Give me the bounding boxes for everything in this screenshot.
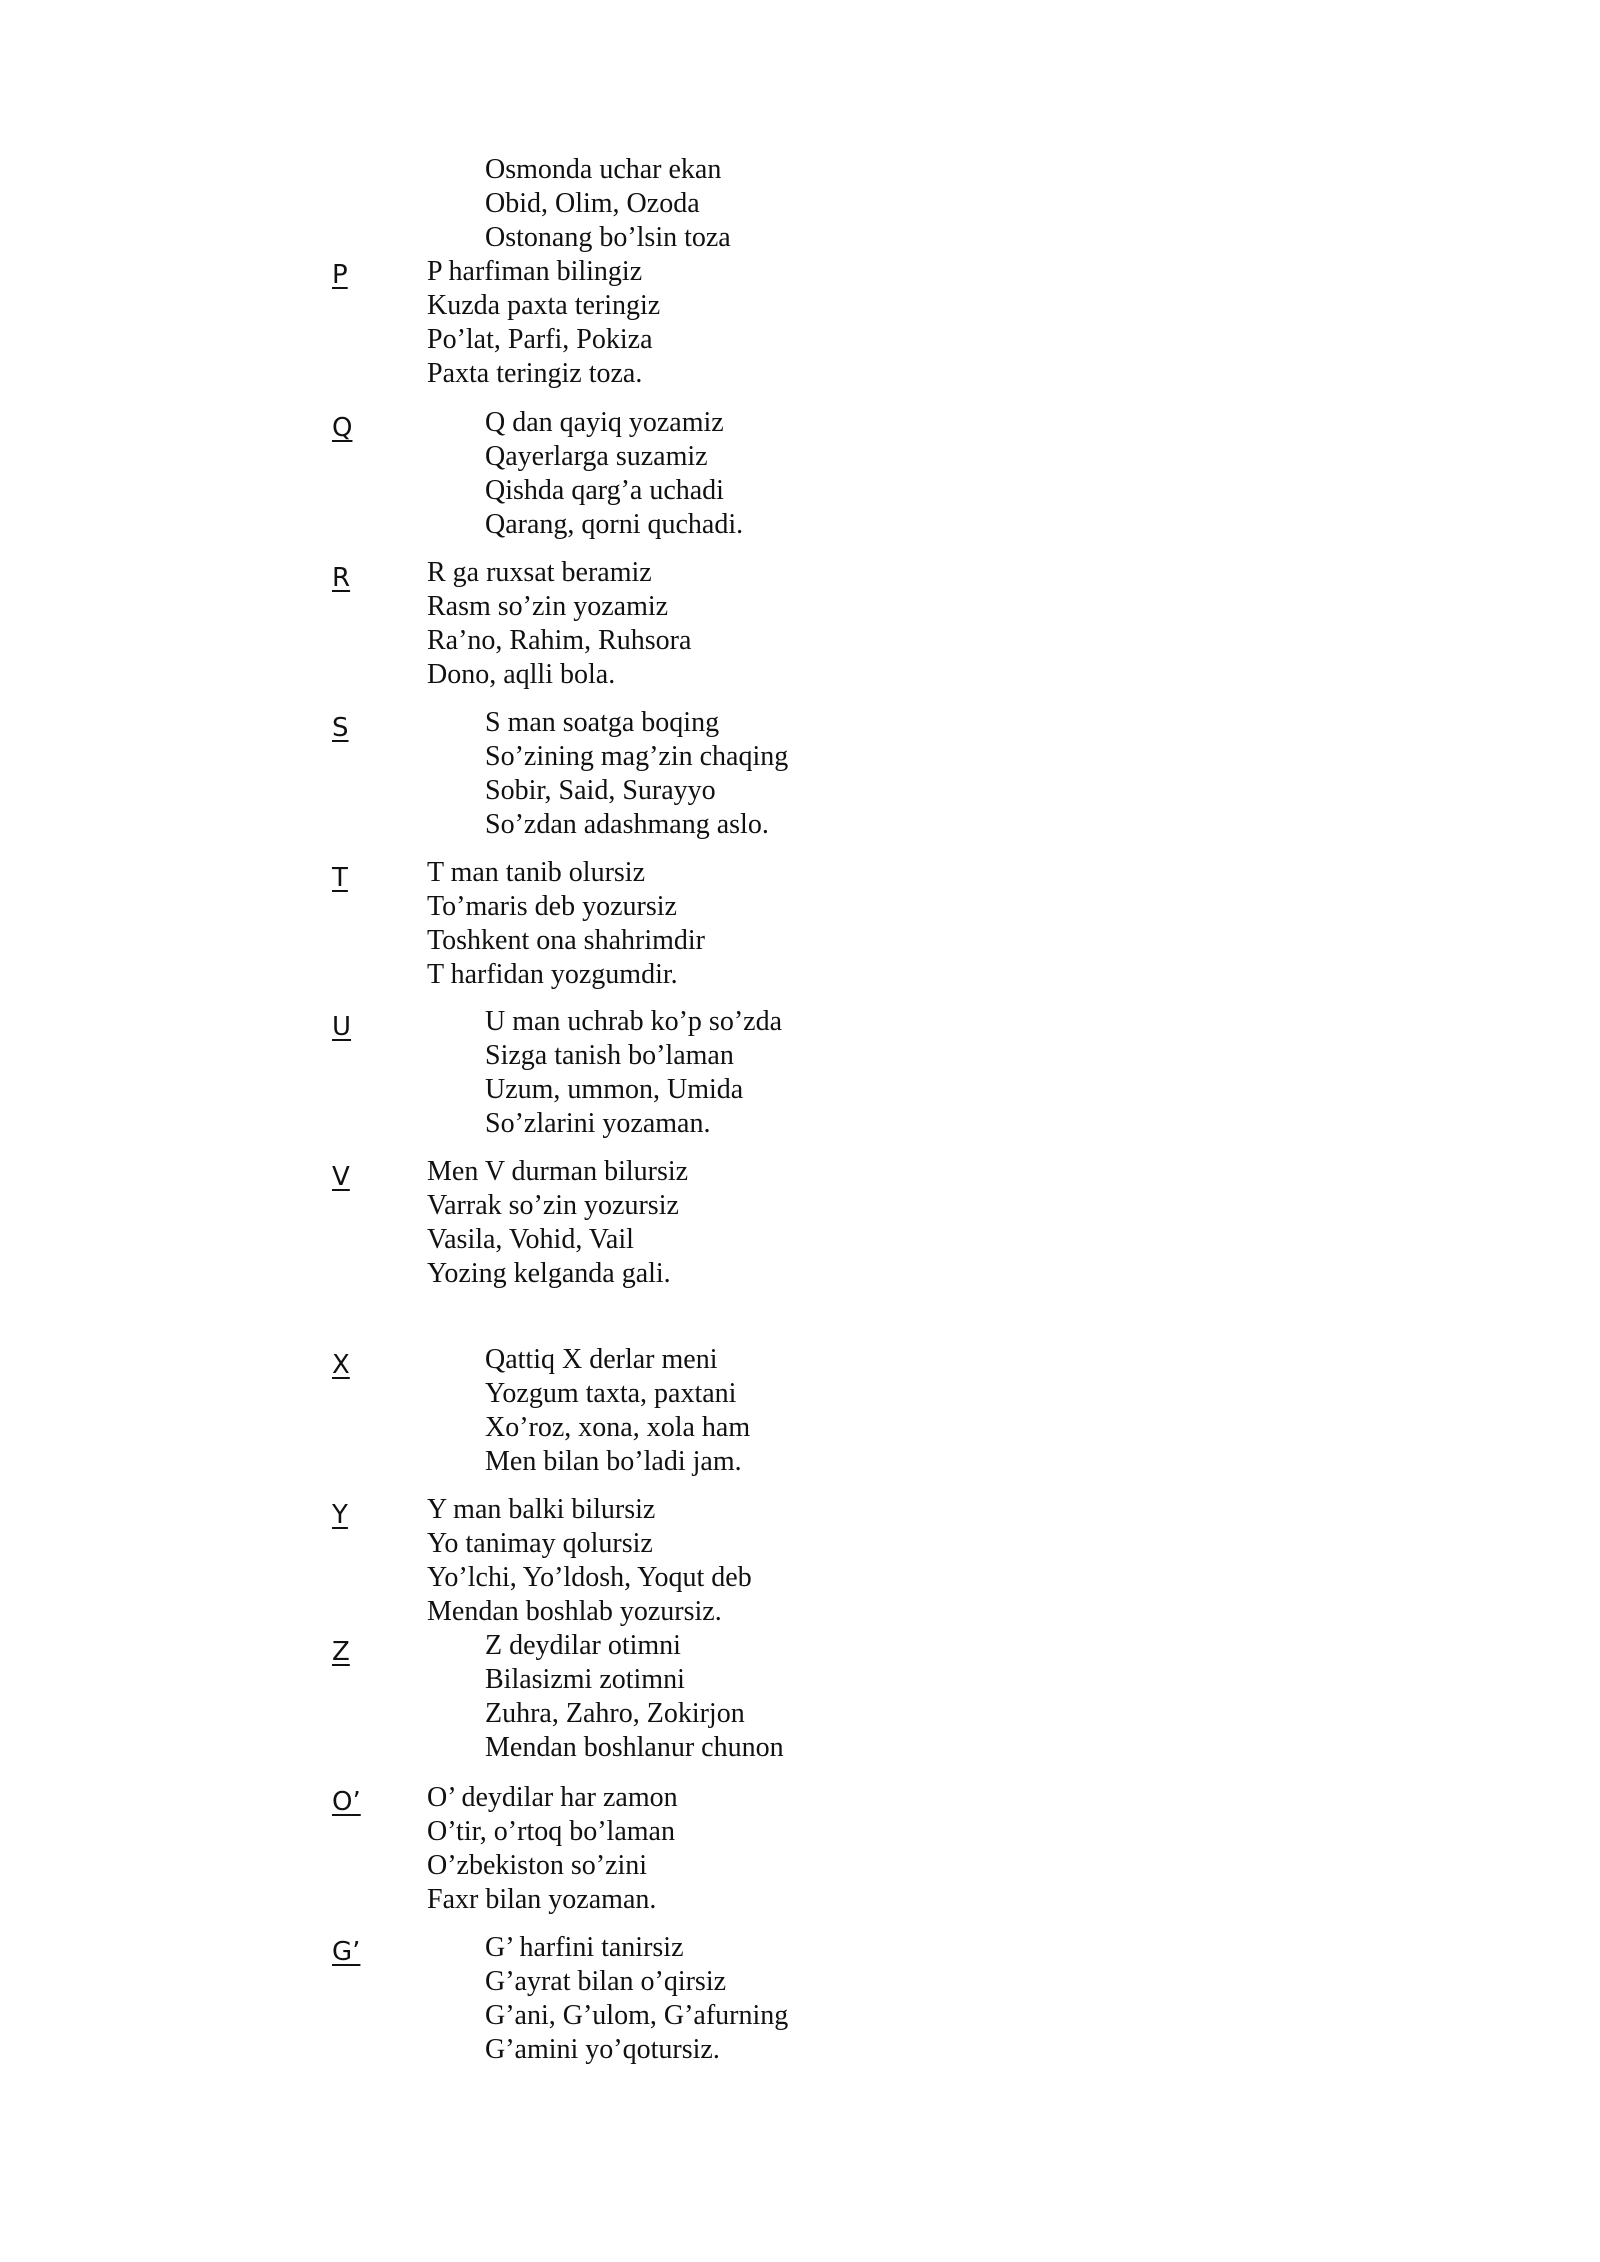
poem-line: R ga ruxsat beramiz bbox=[427, 557, 652, 588]
poem-line: So’zdan adashmang aslo. bbox=[485, 809, 769, 840]
poem-line: Bilasizmi zotimni bbox=[485, 1664, 685, 1695]
letter-heading: Q bbox=[332, 413, 353, 443]
poem-line: Yo tanimay qolursiz bbox=[427, 1528, 653, 1559]
poem-line: So’zlarini yozaman. bbox=[485, 1108, 711, 1139]
poem-line: Vasila, Vohid, Vail bbox=[427, 1224, 634, 1255]
poem-line: Qishda qarg’a uchadi bbox=[485, 475, 724, 506]
poem-line: Osmonda uchar ekan bbox=[485, 154, 722, 185]
letter-heading: V bbox=[332, 1162, 350, 1192]
poem-line: Y man balki bilursiz bbox=[427, 1494, 656, 1525]
poem-line: Qattiq X derlar meni bbox=[485, 1344, 718, 1375]
letter-heading: X bbox=[332, 1350, 350, 1380]
letter-heading: G’ bbox=[332, 1937, 361, 1967]
poem-line: G’amini yo’qotursiz. bbox=[485, 2034, 720, 2065]
letter-heading: O’ bbox=[332, 1787, 361, 1817]
poem-line: Kuzda paxta teringiz bbox=[427, 290, 661, 321]
poem-line: Yozing kelganda gali. bbox=[427, 1258, 671, 1289]
poem-line: O’ deydilar har zamon bbox=[427, 1782, 678, 1813]
poem-line: Varrak so’zin yozursiz bbox=[427, 1190, 679, 1221]
poem-line: S man soatga boqing bbox=[485, 707, 720, 738]
poem-line: Zuhra, Zahro, Zokirjon bbox=[485, 1698, 745, 1729]
poem-line: Q dan qayiq yozamiz bbox=[485, 407, 724, 438]
poem-line: Po’lat, Parfi, Pokiza bbox=[427, 324, 653, 355]
poem-line: So’zining mag’zin chaqing bbox=[485, 741, 789, 772]
poem-line: Obid, Olim, Ozoda bbox=[485, 188, 700, 219]
poem-line: Qarang, qorni quchadi. bbox=[485, 509, 744, 540]
poem-line: Yozgum taxta, paxtani bbox=[485, 1378, 737, 1409]
letter-heading: Z bbox=[332, 1637, 350, 1667]
poem-line: G’ani, G’ulom, G’afurning bbox=[485, 2000, 789, 2031]
poem-line: Rasm so’zin yozamiz bbox=[427, 591, 669, 622]
poem-line: T man tanib olursiz bbox=[427, 857, 645, 888]
poem-line: U man uchrab ko’p so’zda bbox=[485, 1006, 783, 1037]
poem-line: To’maris deb yozursiz bbox=[427, 891, 677, 922]
letter-heading: R bbox=[332, 563, 351, 593]
poem-line: P harfiman bilingiz bbox=[427, 256, 643, 287]
letter-heading: Y bbox=[332, 1500, 348, 1530]
poem-line: Ra’no, Rahim, Ruhsora bbox=[427, 625, 692, 656]
poem-line: O’tir, o’rtoq bo’laman bbox=[427, 1816, 675, 1847]
poem-line: O’zbekiston so’zini bbox=[427, 1850, 648, 1881]
poem-line: Uzum, ummon, Umida bbox=[485, 1074, 744, 1105]
poem-line: Ostonang bo’lsin toza bbox=[485, 222, 731, 253]
poem-line: Faxr bilan yozaman. bbox=[427, 1884, 657, 1915]
poem-line: G’ayrat bilan o’qirsiz bbox=[485, 1966, 727, 1997]
poem-line: Dono, aqlli bola. bbox=[427, 659, 616, 690]
poem-line: G’ harfini tanirsiz bbox=[485, 1932, 684, 1963]
poem-line: T harfidan yozgumdir. bbox=[427, 959, 678, 990]
poem-line: Sobir, Said, Surayyo bbox=[485, 775, 716, 806]
poem-line: Men bilan bo’ladi jam. bbox=[485, 1446, 742, 1477]
letter-heading: T bbox=[332, 863, 348, 893]
poem-line: Qayerlarga suzamiz bbox=[485, 441, 708, 472]
poem-line: Men V durman bilursiz bbox=[427, 1156, 689, 1187]
poem-line: Mendan boshlanur chunon bbox=[485, 1732, 784, 1763]
poem-line: Z deydilar otimni bbox=[485, 1630, 681, 1661]
poem-line: Mendan boshlab yozursiz. bbox=[427, 1596, 722, 1627]
poem-line: Sizga tanish bo’laman bbox=[485, 1040, 734, 1071]
letter-heading: U bbox=[332, 1012, 352, 1042]
poem-line: Xo’roz, xona, xola ham bbox=[485, 1412, 751, 1443]
poem-line: Toshkent ona shahrimdir bbox=[427, 925, 705, 956]
letter-heading: P bbox=[332, 260, 348, 290]
poem-line: Paxta teringiz toza. bbox=[427, 358, 643, 389]
poem-line: Yo’lchi, Yo’ldosh, Yoqut deb bbox=[427, 1562, 752, 1593]
letter-heading: S bbox=[332, 713, 349, 743]
